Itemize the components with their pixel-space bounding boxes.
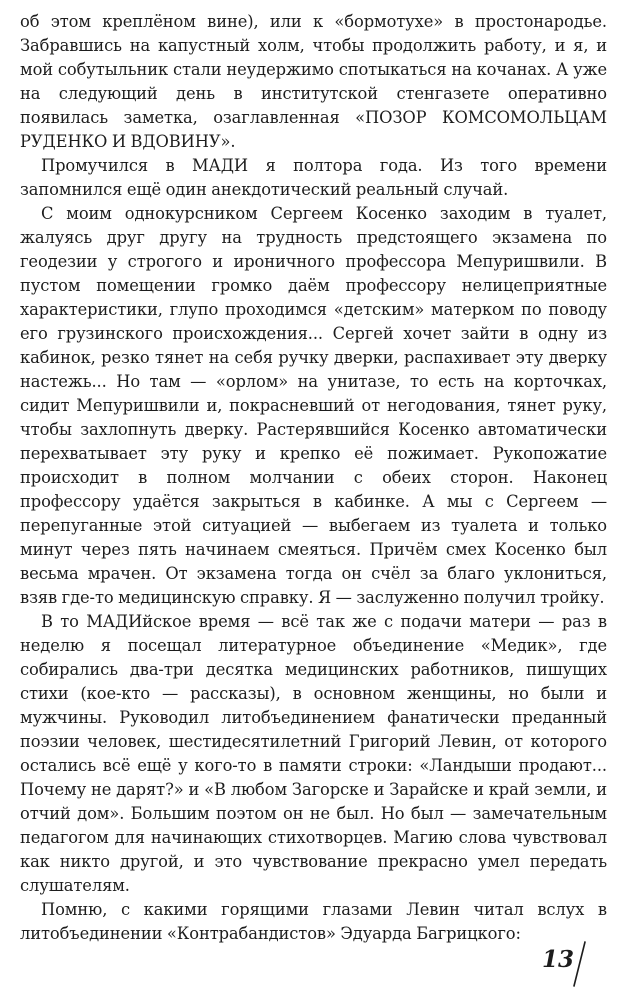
paragraph: Промучился в МАДИ я полтора года. Из того времени запомнился ещё один анекдотический реальный случай. xyxy=(20,156,607,199)
paragraph: В то МАДИйское время — всё так же с подачи матери — раз в неделю я посещал литературное объединение «Медик», где собирались два-три десятка медицинских работников, пишущих стихи (кое-кто — рассказы), в основном женщины, но были и мужчины. Руководил литобъединением фанатически преданный поэзии человек, шестидесятилетний Григорий Левин, от которого остались всё ещё у кого-то в памяти строки: «Ландыши продают... Почему не дарят?» и «В любом Загорске и Зарайске и край земли, и отчий дом». Большим поэтом он не был. Но был — замечательным педагогом для начинающих стихотворцев. Магию слова чувствовал как никто другой, и это чувствование прекрасно умел передать слушателям. xyxy=(20,612,607,895)
paragraph: об этом креплёном вине), или к «бормотухе» в простонародье. Забравшись на капустный холм, чтобы продолжить работу, и я, и мой собутыльник стали неудержимо спотыкаться на кочанах. А уже на следующий день в институтской стенгазете оперативно появилась заметка, озаглавленная «ПОЗОР КОМСОМОЛЬЦАМ РУДЕНКО И ВДОВИНУ». xyxy=(20,12,607,151)
paragraph: Помню, с какими горящими глазами Левин читал вслух в литобъединении «Контрабандистов» Эдуарда Багрицкого: xyxy=(20,900,607,943)
paragraph: С моим однокурсником Сергеем Косенко заходим в туалет, жалуясь друг другу на трудность предстоящего экзамена по геодезии у строгого и ироничного профессора Мепуришвили. В пустом помещении громко даём профессору нелицеприятные характеристики, глупо проходимся «детским» матерком по поводу его грузинского происхождения... Сергей хочет зайти в одну из кабинок, резко тянет на себя ручку дверки, распахивает эту дверку настежь... Но там — «орлом» на унитазе, то есть на корточках, сидит Мепуришвили и, покрасневший от негодования, тянет руку, чтобы захлопнуть дверку. Растерявшийся Косенко автоматически перехватывает эту руку и крепко её пожимает. Рукопожатие происходит в полном молчании с обеих сторон. Наконец профессору удаётся закрыться в кабинке. А мы с Сергеем — перепуганные этой ситуацией — выбегаем из туалета и только минут через пять начинаем смеяться. Причём смех Косенко был весьма мрачен. От экзамена тогда он счёл за благо уклониться, взяв где-то медицинскую справку. Я — заслуженно получил тройку. xyxy=(20,204,607,607)
body-text xyxy=(20,10,607,946)
page-footer xyxy=(540,940,590,990)
page-number: 13 xyxy=(542,946,575,973)
slash-divider-icon xyxy=(570,940,590,990)
